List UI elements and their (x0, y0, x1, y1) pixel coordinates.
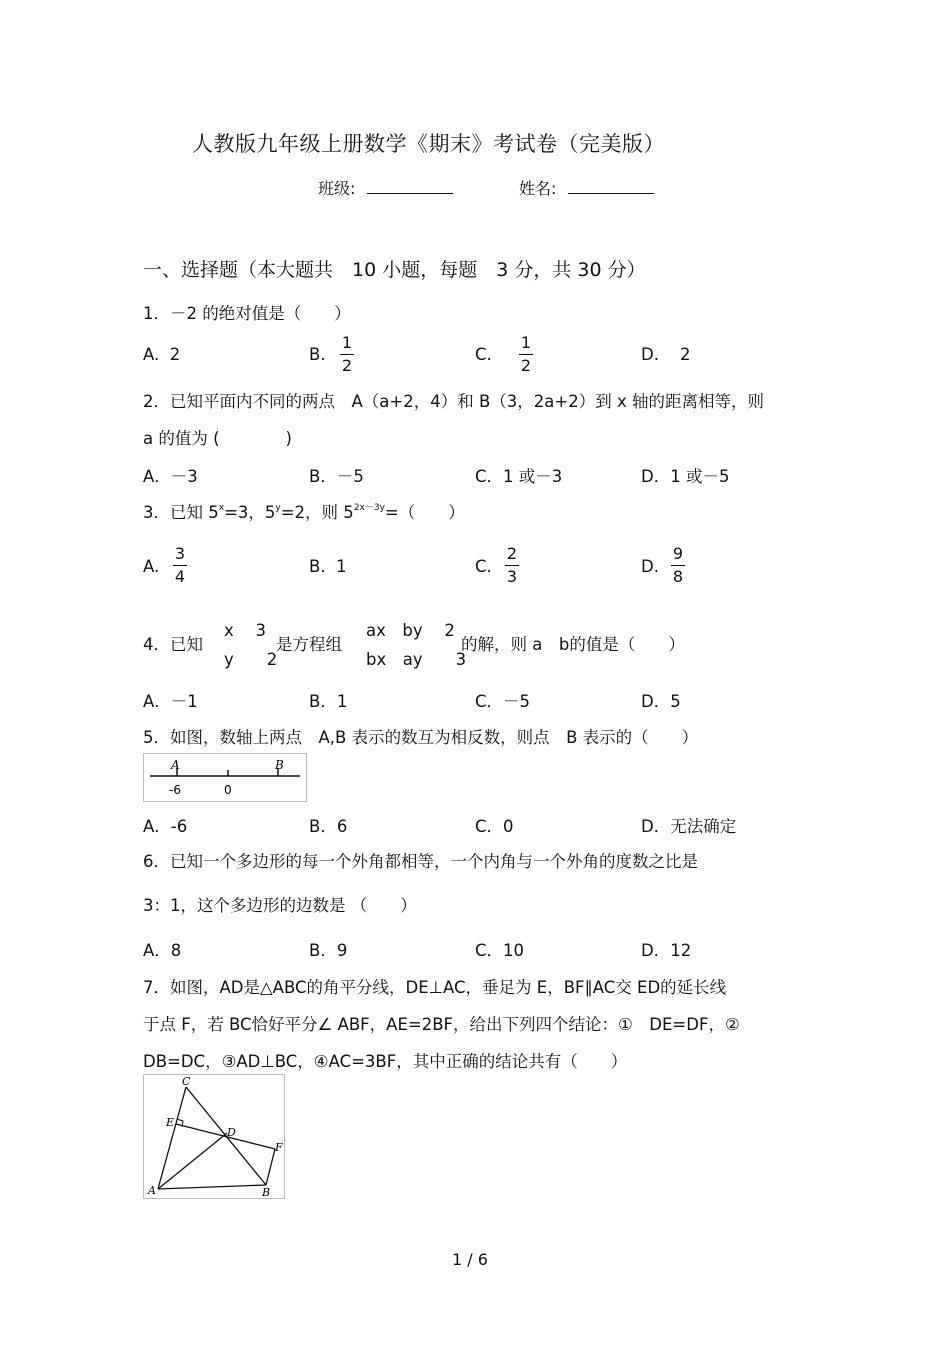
label-d: D (227, 1126, 236, 1139)
triangle-figure (143, 1074, 285, 1199)
segment-ab (158, 1185, 266, 1189)
q7-stem-line2: 于点 F，若 BC恰好平分∠ ABF，AE=2BF，给出下列四个结论：① DE=DF，② (143, 1015, 740, 1034)
class-label: 班级: (318, 179, 356, 198)
name-blank (568, 179, 654, 194)
q4-option-d: D．5 (641, 692, 681, 711)
page-title: 人教版九年级上册数学《期末》考试卷（完美版） (192, 132, 665, 156)
q4-system1-row1: x 3 (224, 621, 267, 640)
q1-option-c-fraction: 1 2 (520, 333, 532, 375)
q3-option-b: B. 1 (309, 557, 347, 576)
label-b: B (262, 1186, 271, 1198)
segment-bf (266, 1149, 275, 1185)
label-f: F (275, 1141, 283, 1154)
q2-option-d: D．1 或－5 (641, 467, 730, 486)
segment-ac (158, 1087, 186, 1189)
q6-stem-line2: 3：1，这个多边形的边数是 （ ） (143, 896, 417, 915)
q2-option-c: C．1 或－3 (475, 467, 563, 486)
q3-option-c-label: C. (475, 557, 492, 576)
label-c: C (182, 1075, 191, 1088)
q1-option-b-label: B. (309, 345, 326, 364)
q5-stem: 5．如图，数轴上两点 A,B 表示的数互为相反数，则点 B 表示的（ ） (143, 728, 699, 747)
q2-stem-line1: 2．已知平面内不同的两点 A（a+2，4）和 B（3，2a+2）到 x 轴的距离相等，则 (143, 392, 764, 411)
name-label: 姓名: (519, 179, 557, 198)
q4-mid: 是方程组 (276, 635, 342, 654)
segment-ad (158, 1133, 227, 1189)
q3-option-c-fraction: 2 3 (506, 544, 518, 586)
name-field (519, 176, 654, 199)
q4-option-a: A．－1 (143, 692, 198, 711)
q2-stem-line2: a 的值为 ( ) (143, 429, 292, 448)
q5-option-c: C．0 (475, 817, 514, 836)
q1-option-b-fraction: 1 2 (341, 333, 353, 375)
q5-option-a: A．-6 (143, 817, 188, 836)
q6-stem-line1: 6．已知一个多边形的每一个外角都相等，一个内角与一个外角的度数之比是 (143, 852, 698, 871)
q5-option-b: B．6 (309, 817, 348, 836)
q3-option-a-fraction: 3 4 (174, 544, 186, 586)
page-number: 1 / 6 (452, 1250, 488, 1269)
q3-option-d-fraction: 9 8 (672, 544, 684, 586)
q1-option-a: A. 2 (143, 345, 181, 364)
q6-option-a: A．8 (143, 941, 182, 960)
right-angle-mark (177, 1119, 183, 1127)
q6-option-d: D．12 (641, 941, 692, 960)
q2-option-a: A．－3 (143, 467, 198, 486)
q4-system1-row2: y 2 (224, 650, 278, 669)
number-line-figure (143, 753, 307, 802)
q5-option-d: D．无法确定 (641, 817, 737, 836)
q6-option-b: B．9 (309, 941, 348, 960)
q1-option-c-label: C. (475, 345, 492, 364)
point-b-label: B (275, 758, 284, 772)
q4-suffix: 的解，则 a b的值是（ ） (461, 635, 685, 654)
q2-option-b: B．－5 (309, 467, 364, 486)
tick-label-neg6: -6 (169, 783, 181, 797)
q3-option-a-label: A. (143, 557, 160, 576)
q7-stem-line3: DB=DC，③AD⊥BC，④AC=3BF，其中正确的结论共有（ ） (143, 1052, 628, 1071)
q7-stem-line1: 7．如图，AD是△ABC的角平分线，DE⊥AC，垂足为 E，BF∥AC交 ED的延长线 (143, 978, 727, 997)
class-blank (367, 179, 453, 194)
section-heading: 一、选择题（本大题共 10 小题，每题 3 分，共 30 分） (143, 259, 646, 281)
class-field (318, 176, 453, 199)
q3-stem: 3．已知 $5^x=3$，$5^y=2$，则 $5^{2x-3y}=$（ ） (143, 503, 465, 522)
q1-option-d: D. 2 (641, 345, 691, 364)
q4-option-b: B．1 (309, 692, 348, 711)
point-a-label: A (171, 758, 180, 772)
q6-option-c: C．10 (475, 941, 525, 960)
label-e: E (166, 1116, 175, 1129)
q4-prefix: 4．已知 (143, 635, 203, 654)
q4-option-c: C．－5 (475, 692, 531, 711)
q1-stem: 1．－2 的绝对值是（ ） (143, 304, 351, 323)
q3-option-d-label: D. (641, 557, 659, 576)
tick-label-0: 0 (224, 783, 232, 797)
q4-system2-row1: ax by 2 (366, 621, 455, 640)
segment-ef (176, 1124, 275, 1149)
q4-system2-row2: bx ay 3 (366, 650, 467, 669)
label-a: A (148, 1184, 156, 1197)
